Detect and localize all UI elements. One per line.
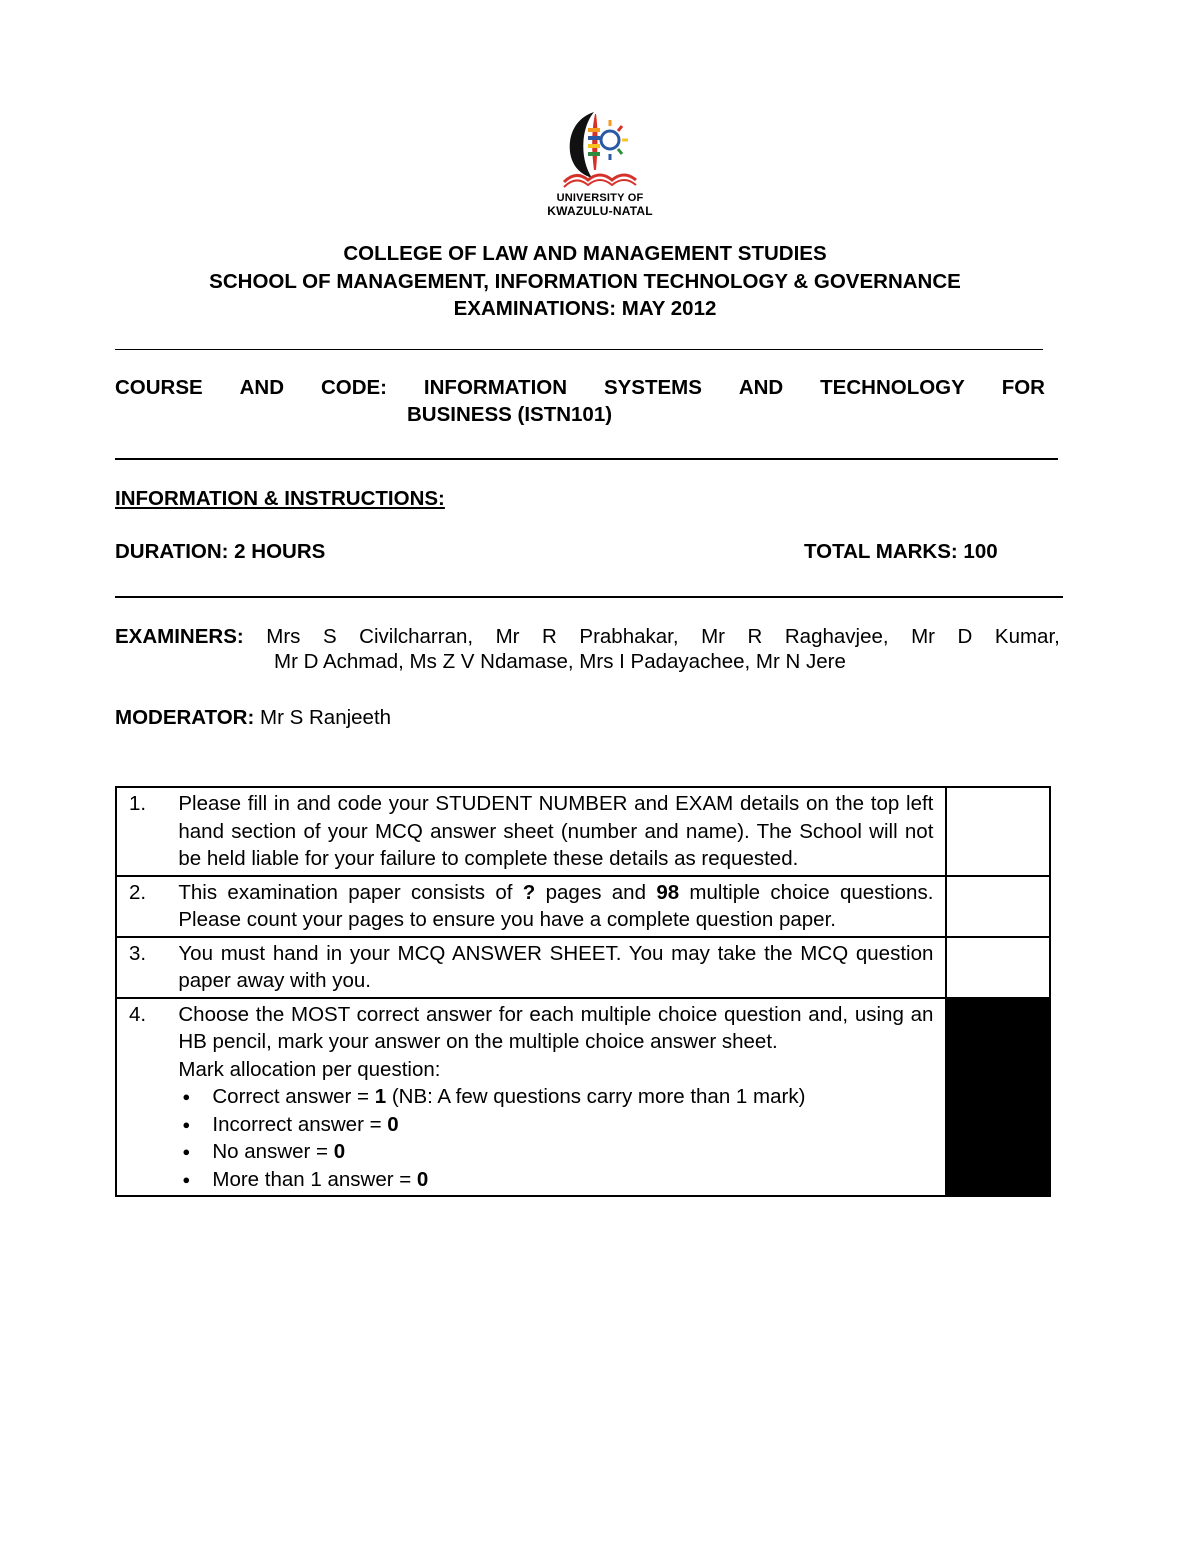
divider-3 [115, 596, 1063, 598]
university-logo [520, 108, 680, 220]
examiner-word: S [322, 625, 337, 648]
course-line2: BUSINESS (ISTN101) [407, 403, 613, 426]
text-part: (NB: A few questions carry more than 1 mark) [386, 1085, 806, 1108]
course-word: AND [738, 376, 784, 399]
instruction-row [116, 937, 1050, 998]
page-count: ? [522, 880, 536, 904]
instruction-text: Please fill in and code your STUDENT NUMBER and EXAM details on the top left hand section of your MCQ answer sheet (number and name). The School will not be held liable for your failure to complete these details as requested. [172, 787, 946, 876]
examiners-label: EXAMINERS: [115, 625, 244, 648]
course-word: FOR [1001, 376, 1045, 399]
total-marks: TOTAL MARKS: 100 [804, 540, 998, 563]
examiner-word: Raghavjee, [784, 625, 889, 648]
list-item [212, 1166, 933, 1194]
mark-value: 1 [374, 1085, 387, 1108]
duration: DURATION: 2 HOURS [115, 540, 326, 563]
college-heading: COLLEGE OF LAW AND MANAGEMENT STUDIES [343, 242, 827, 265]
exam-heading: EXAMINATIONS: MAY 2012 [453, 297, 717, 320]
course-word: INFORMATION [423, 376, 568, 399]
mark-value: 0 [416, 1167, 429, 1191]
course-word: SYSTEMS [603, 376, 702, 399]
mark-allocation-list [178, 1083, 933, 1193]
divider-2 [115, 458, 1058, 460]
moderator-value: Mr S Ranjeeth [254, 706, 392, 729]
examiner-word: R [747, 625, 763, 648]
text-part: pages and [535, 880, 657, 904]
moderator [115, 706, 391, 730]
instruction-row [116, 787, 1050, 876]
info-instructions-heading: INFORMATION & INSTRUCTIONS: [115, 487, 445, 510]
examiners [115, 625, 1060, 674]
instruction-paragraph: Choose the MOST correct answer for each multiple choice question and, using an HB pencil, mark your answer on the multiple choice answer sheet. [178, 1002, 934, 1053]
course-word: AND [239, 376, 285, 399]
instruction-text: You must hand in your MCQ ANSWER SHEET. You may take the MCQ question paper away with you. [172, 937, 946, 998]
instruction-blackout-box [946, 998, 1050, 1197]
instruction-text [172, 876, 946, 937]
mark-value: 0 [387, 1112, 399, 1136]
shield-emblem-icon [562, 108, 638, 188]
moderator-label: MODERATOR: [115, 706, 255, 729]
examiner-word: D [957, 625, 973, 648]
text-part: More than 1 answer = [212, 1167, 417, 1191]
instruction-number: 2. [116, 876, 172, 937]
mark-allocation-label: Mark allocation per question: [178, 1057, 441, 1081]
text-part: No answer = [212, 1140, 334, 1163]
list-item [212, 1138, 933, 1166]
list-item [212, 1083, 933, 1111]
text-part: Correct answer = [212, 1085, 375, 1108]
examiner-word: R [542, 625, 557, 648]
course-word: CODE: [320, 376, 388, 399]
instruction-number: 1. [116, 787, 172, 876]
course-word: TECHNOLOGY [820, 376, 965, 399]
course-line1 [115, 376, 1045, 400]
logo-text-line2: KWAZULU-NATAL [547, 204, 653, 218]
school-heading: SCHOOL OF MANAGEMENT, INFORMATION TECHNOLOGY & GOVERNANCE [209, 270, 961, 293]
examiner-word: Kumar, [994, 625, 1060, 648]
course-word: COURSE [115, 376, 203, 399]
question-count: 98 [656, 880, 680, 904]
examiner-word: Mr [701, 625, 725, 648]
instruction-checkbox [946, 937, 1050, 998]
instruction-number: 3. [116, 937, 172, 998]
examiners-line2: Mr D Achmad, Ms Z V Ndamase, Mrs I Padayachee, Mr N Jere [274, 650, 846, 673]
examiner-word: Mr [911, 625, 936, 648]
instruction-checkbox [946, 876, 1050, 937]
examiner-word: Prabhakar, [579, 625, 679, 648]
examiner-word: Mrs [266, 625, 301, 648]
instruction-row [116, 876, 1050, 937]
instruction-row [116, 998, 1050, 1197]
mark-value: 0 [333, 1140, 346, 1163]
instruction-checkbox [946, 787, 1050, 876]
list-item [212, 1111, 933, 1139]
instruction-text [172, 998, 946, 1197]
instructions-table [115, 786, 1051, 1197]
divider-1 [115, 349, 1043, 350]
instruction-number: 4. [116, 998, 172, 1197]
text-part: multiple choice questions. Please count your pages to ensure you have a complete question paper. [178, 880, 934, 931]
text-part: This examination paper consists of [178, 880, 523, 904]
logo-text-line1: UNIVERSITY OF [556, 192, 644, 204]
text-part: Incorrect answer = [212, 1112, 388, 1136]
examiner-word: Mr [495, 625, 520, 648]
examiner-word: Civilcharran, [359, 625, 474, 648]
examiners-line1 [115, 625, 1060, 649]
course-and-code [115, 376, 1045, 427]
